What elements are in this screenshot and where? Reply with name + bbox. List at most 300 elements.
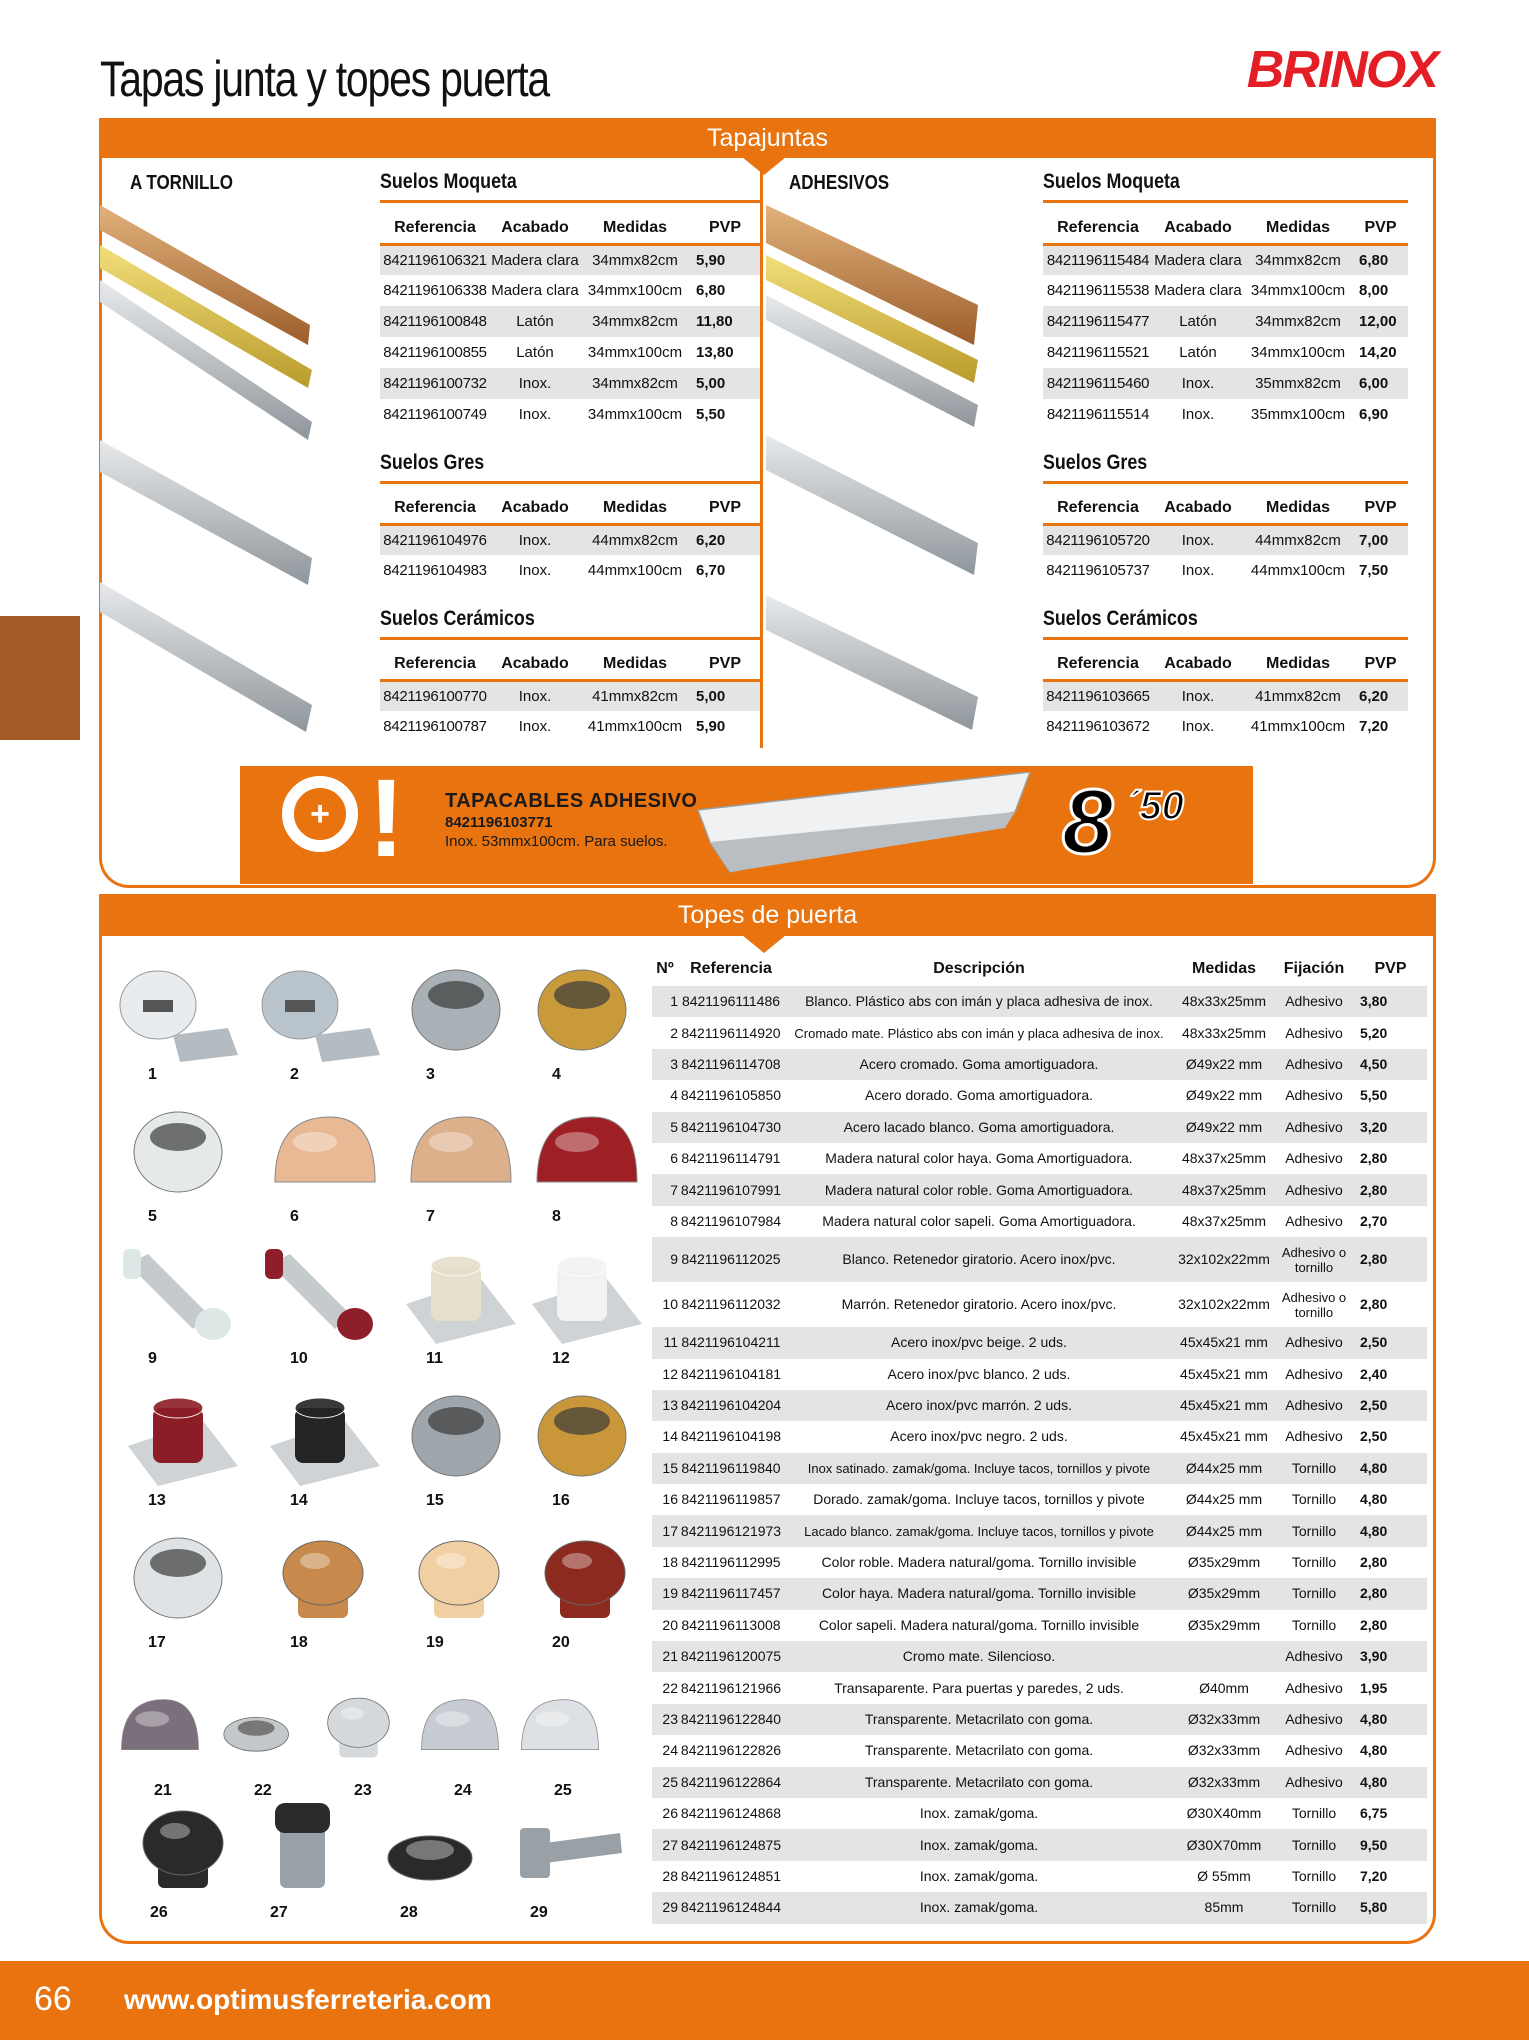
cell-medidas: 48x37x25mm [1174, 1174, 1274, 1205]
door-stop-drawing [260, 1528, 390, 1633]
table-row [652, 1080, 1427, 1111]
door-stop-image [118, 1244, 248, 1374]
cell-pvp: 5,20 [1360, 1024, 1388, 1041]
cell-referencia: 8421196103665 [1043, 680, 1153, 711]
cell-fijacion: Adhesivo o tornillo [1274, 1237, 1354, 1282]
table-row [652, 1829, 1427, 1860]
cell-medidas: 34mmx82cm [580, 368, 690, 399]
cell-fijacion: Adhesivo [1285, 1679, 1343, 1696]
cell-referencia: 8421196114708 [678, 1049, 784, 1080]
door-stop-drawing [522, 1386, 652, 1491]
table-row [652, 986, 1427, 1017]
col-medidas: Medidas [580, 214, 690, 244]
cell-pvp: 6,00 [1353, 368, 1408, 399]
col-referencia: Referencia [690, 960, 772, 977]
cell-medidas: 41mmx100cm [1250, 718, 1346, 735]
cell-pvp: 6,75 [1360, 1805, 1388, 1822]
promo-desc: Inox. 53mmx100cm. Para suelos. [445, 833, 668, 850]
table-row [1043, 368, 1408, 399]
col-descripcion: Descripción [933, 960, 1025, 977]
cell-pvp: 12,00 [1353, 306, 1408, 337]
col-pvp: PVP [690, 494, 760, 524]
col-pvp: PVP [1353, 494, 1408, 524]
table-row [652, 1421, 1427, 1452]
section-tab [0, 616, 80, 740]
divider-left [760, 158, 763, 748]
col-acabado: Acabado [1153, 650, 1243, 680]
adhesivos-ceramicos-title: Suelos Cerámicos [1043, 607, 1198, 630]
cell-numero: 12 [662, 1365, 678, 1382]
table-row [1043, 680, 1408, 711]
cell-numero: 8 [670, 1212, 678, 1229]
cell-medidas: 85mm [1174, 1892, 1274, 1923]
col-acabado: Acabado [1153, 214, 1243, 244]
cell-pvp: 2,50 [1354, 1327, 1427, 1358]
cell-pvp: 3,90 [1354, 1641, 1427, 1672]
cell-pvp: 4,80 [1354, 1767, 1427, 1798]
product-number: 26 [150, 1904, 168, 1921]
cell-medidas: 32x102x22mm [1174, 1237, 1274, 1282]
cell-pvp: 4,80 [1360, 1742, 1388, 1759]
cell-referencia: 8421196114920 [681, 1024, 781, 1041]
col-referencia: Referencia [380, 494, 490, 524]
cell-acabado: Inox. [1153, 680, 1243, 711]
table-row [652, 1704, 1427, 1735]
cell-acabado: Madera clara [1154, 282, 1242, 299]
cell-acabado: Latón [1179, 344, 1217, 361]
table-row [652, 1798, 1427, 1829]
cell-pvp: 4,80 [1354, 1704, 1427, 1735]
cell-numero: 9 [652, 1237, 678, 1282]
cell-pvp: 2,80 [1354, 1174, 1427, 1205]
table-row [652, 1515, 1427, 1546]
table-row [652, 1672, 1427, 1703]
subtitle-underline [1043, 200, 1408, 203]
cell-pvp: 2,50 [1354, 1390, 1427, 1421]
product-number: 22 [254, 1782, 272, 1799]
cell-numero: 27 [652, 1829, 678, 1860]
table-row [652, 1767, 1427, 1798]
cell-referencia: 8421196119840 [678, 1453, 784, 1484]
cell-medidas: 35mmx100cm [1250, 406, 1346, 423]
cell-fijacion: Adhesivo o tornillo [1281, 1289, 1347, 1320]
promo-price-main: 8 [1062, 771, 1114, 873]
door-stop-drawing [260, 1386, 390, 1491]
cell-fijacion: Tornillo [1291, 1616, 1337, 1633]
cell-pvp: 4,80 [1354, 1515, 1427, 1546]
cell-referencia: 8421196124875 [678, 1829, 784, 1860]
cell-referencia: 8421196122826 [680, 1742, 782, 1759]
cell-referencia: 8421196100732 [380, 368, 490, 399]
product-number: 8 [552, 1208, 561, 1225]
cell-descripcion: Transaparente. Para puertas y paredes, 2 uds. [834, 1679, 1124, 1696]
cell-medidas: 34mmx100cm [587, 406, 683, 423]
door-stop-image [260, 960, 390, 1090]
table-row [380, 275, 760, 306]
cell-referencia: 8421196112025 [678, 1237, 784, 1282]
cell-referencia: 8421196115514 [1046, 406, 1150, 423]
cell-referencia: 8421196115538 [1046, 282, 1150, 299]
cell-medidas: Ø49x22 mm [1174, 1112, 1274, 1143]
cell-pvp: 7,50 [1359, 562, 1389, 579]
cell-acabado: Inox. [490, 368, 580, 399]
cell-medidas: 48x37x25mm [1181, 1150, 1267, 1167]
col-pvp: PVP [690, 214, 760, 244]
tornillo-gres-table [380, 494, 760, 586]
table-row [652, 1735, 1427, 1766]
cell-referencia: 8421196105737 [1046, 562, 1150, 579]
cell-descripcion: Inox. zamak/goma. [919, 1867, 1039, 1884]
cell-pvp: 3,80 [1354, 986, 1427, 1017]
cell-fijacion: Adhesivo [1285, 1087, 1343, 1104]
col-referencia: Referencia [1043, 494, 1153, 524]
cell-numero: 1 [652, 986, 678, 1017]
door-stop-drawing [310, 1676, 410, 1781]
col-referencia: Referencia [380, 214, 490, 244]
table-row [652, 1578, 1427, 1609]
cell-numero: 4 [670, 1087, 678, 1104]
cell-numero: 25 [652, 1767, 678, 1798]
door-stop-image [522, 1244, 652, 1374]
door-stop-image [396, 1102, 526, 1232]
cell-referencia: 8421196100770 [380, 680, 490, 711]
cell-referencia: 8421196107984 [680, 1212, 782, 1229]
table-row [652, 1610, 1427, 1641]
cell-numero: 3 [652, 1049, 678, 1080]
col-pvp: PVP [1353, 650, 1408, 680]
tapajuntas-title: Tapajuntas [707, 124, 828, 152]
door-stop-image [260, 1528, 390, 1658]
cell-medidas: Ø35x29mm [1187, 1616, 1261, 1633]
door-stop-image [118, 1386, 248, 1516]
cell-fijacion: Tornillo [1291, 1805, 1337, 1822]
door-stop-drawing [260, 1102, 390, 1207]
cell-numero: 24 [662, 1742, 678, 1759]
promo-ref: 8421196103771 [445, 814, 553, 831]
cell-fijacion: Adhesivo [1285, 1150, 1343, 1167]
cell-pvp: 2,80 [1360, 1616, 1388, 1633]
cell-numero: 5 [652, 1112, 678, 1143]
tornillo-profiles-image [100, 200, 315, 745]
table-row [1043, 524, 1408, 555]
product-number: 12 [552, 1350, 570, 1367]
cell-descripcion: Acero inox/pvc beige. 2 uds. [784, 1327, 1174, 1358]
cell-descripcion: Transparente. Metacrilato con goma. [864, 1742, 1094, 1759]
cell-referencia: 8421196112995 [681, 1554, 781, 1571]
cell-medidas: Ø32x33mm [1174, 1767, 1274, 1798]
cell-referencia: 8421196103672 [1046, 718, 1150, 735]
cell-medidas: 34mmx82cm [1243, 244, 1353, 275]
cell-medidas: 44mmx100cm [587, 562, 683, 579]
cell-fijacion: Adhesivo [1274, 1390, 1354, 1421]
col-fijacion: Fijación [1283, 960, 1345, 977]
table-row [380, 555, 760, 586]
door-stop-image [522, 1102, 652, 1232]
cell-numero: 22 [662, 1679, 678, 1696]
cell-medidas: 41mmx82cm [1243, 680, 1353, 711]
door-stop-image [396, 960, 526, 1090]
door-stop-image [210, 1676, 310, 1806]
col-pvp: PVP [1374, 960, 1407, 977]
product-number: 6 [290, 1208, 299, 1225]
cell-descripcion: Madera natural color haya. Goma Amortiguadora. [825, 1150, 1133, 1167]
table-row [380, 680, 760, 711]
cell-pvp: 5,90 [696, 718, 726, 735]
cell-numero: 7 [652, 1174, 678, 1205]
product-number: 18 [290, 1634, 308, 1651]
cell-acabado: Inox. [1181, 406, 1215, 423]
cell-descripcion: Blanco. Plástico abs con imán y placa adhesiva de inox. [784, 986, 1174, 1017]
cell-acabado: Inox. [1181, 718, 1215, 735]
cell-descripcion: Dorado. zamak/goma. Incluye tacos, tornillos y pivote [813, 1491, 1145, 1508]
subtitle-underline [1043, 637, 1408, 640]
door-stop-image [396, 1528, 526, 1658]
door-stop-drawing [118, 1244, 248, 1349]
cell-numero: 10 [662, 1296, 678, 1313]
door-stop-image [396, 1244, 526, 1374]
cell-referencia: 8421196106338 [383, 282, 487, 299]
cell-medidas: 34mmx82cm [1243, 306, 1353, 337]
table-row [652, 1112, 1427, 1143]
cell-medidas: 34mmx82cm [580, 244, 690, 275]
cell-referencia: 8421196104730 [678, 1112, 784, 1143]
cell-referencia: 8421196121966 [680, 1679, 782, 1696]
cell-descripcion: Acero lacado blanco. Goma amortiguadora. [784, 1112, 1174, 1143]
table-row [652, 1282, 1427, 1327]
cell-pvp: 6,20 [1353, 680, 1408, 711]
cell-acabado: Latón [516, 344, 554, 361]
product-number: 21 [154, 1782, 172, 1799]
product-number: 2 [290, 1066, 299, 1083]
cell-referencia: 8421196100855 [383, 344, 487, 361]
cell-descripcion: Transparente. Metacrilato con goma. [784, 1767, 1174, 1798]
door-stop-drawing [522, 1102, 652, 1207]
cell-descripcion: Color haya. Madera natural/goma. Tornillo invisible [784, 1578, 1174, 1609]
cell-numero: 15 [652, 1453, 678, 1484]
tapacables-image [690, 772, 1035, 882]
door-stop-image [260, 1244, 390, 1374]
table-row [380, 368, 760, 399]
cell-descripcion: Acero cromado. Goma amortiguadora. [784, 1049, 1174, 1080]
adhesivos-gres-table [1043, 494, 1408, 586]
cell-pvp: 6,80 [1353, 244, 1408, 275]
product-number: 16 [552, 1492, 570, 1509]
col-acabado: Acabado [1153, 494, 1243, 524]
cell-fijacion: Tornillo [1291, 1554, 1337, 1571]
cell-descripcion: Inox. zamak/goma. [919, 1805, 1039, 1822]
cell-descripcion: Color roble. Madera natural/goma. Tornillo invisible [821, 1554, 1137, 1571]
cell-fijacion: Adhesivo [1285, 1365, 1343, 1382]
table-row [652, 1359, 1427, 1390]
tornillo-moqueta-title: Suelos Moqueta [380, 170, 517, 193]
cell-acabado: Inox. [490, 524, 580, 555]
cell-referencia: 8421196111486 [678, 986, 784, 1017]
cell-referencia: 8421196100787 [383, 718, 487, 735]
table-row [652, 1861, 1427, 1892]
cell-referencia: 8421196114791 [681, 1150, 781, 1167]
table-row [652, 1143, 1427, 1174]
cell-medidas: 45x45x21 mm [1180, 1428, 1268, 1445]
cell-medidas: Ø 55mm [1197, 1867, 1251, 1884]
cell-descripcion: Color sapeli. Madera natural/goma. Tornillo invisible [818, 1616, 1140, 1633]
col-acabado: Acabado [490, 494, 580, 524]
door-stop-drawing [500, 1798, 630, 1903]
cell-fijacion: Adhesivo [1285, 1212, 1343, 1229]
door-stop-drawing [118, 1102, 248, 1207]
cell-referencia: 8421196105720 [1043, 524, 1153, 555]
cell-fijacion: Adhesivo [1285, 1024, 1343, 1041]
cell-medidas: 41mmx100cm [587, 718, 683, 735]
cell-referencia: 8421196104976 [380, 524, 490, 555]
product-number: 11 [426, 1350, 443, 1367]
cell-medidas: 34mmx100cm [1250, 344, 1346, 361]
cell-medidas: Ø49x22 mm [1185, 1087, 1263, 1104]
cell-fijacion: Adhesivo [1285, 1428, 1343, 1445]
cell-fijacion: Tornillo [1274, 1453, 1354, 1484]
cell-descripcion: Cromo mate. Silencioso. [784, 1641, 1174, 1672]
product-number: 24 [454, 1782, 472, 1799]
cell-descripcion: Madera natural color sapeli. Goma Amortiguadora. [822, 1212, 1136, 1229]
table-row [652, 1174, 1427, 1205]
product-number: 23 [354, 1782, 372, 1799]
cell-referencia: 8421196117457 [678, 1578, 784, 1609]
cell-pvp: 6,20 [690, 524, 760, 555]
cell-descripcion: Inox satinado. zamak/goma. Incluye tacos, tornillos y pivote [784, 1453, 1174, 1484]
subtitle-underline [380, 200, 760, 203]
subtitle-underline [380, 481, 760, 484]
cell-medidas: 44mmx100cm [1250, 562, 1346, 579]
tornillo-label: A TORNILLO [130, 172, 233, 194]
product-number: 27 [270, 1904, 288, 1921]
cell-descripcion: Madera natural color roble. Goma Amortiguadora. [784, 1174, 1174, 1205]
website-link[interactable]: www.optimusferreteria.com [124, 1984, 492, 2015]
product-number: 3 [426, 1066, 435, 1083]
table-row [652, 1641, 1427, 1672]
table-row [1043, 555, 1408, 586]
adhesivos-label: ADHESIVOS [789, 172, 890, 194]
cell-medidas: 45x45x21 mm [1180, 1365, 1268, 1382]
col-pvp: PVP [1353, 214, 1408, 244]
cell-numero: 17 [652, 1515, 678, 1546]
product-number: 17 [148, 1634, 166, 1651]
col-medidas: Medidas [580, 650, 690, 680]
cell-referencia: 8421196119857 [681, 1491, 781, 1508]
table-row [652, 1484, 1427, 1515]
door-stop-image [370, 1798, 500, 1928]
door-stop-drawing [118, 1528, 248, 1633]
subtitle-underline [1043, 481, 1408, 484]
cell-referencia: 8421196112032 [681, 1296, 781, 1313]
cell-referencia: 8421196105850 [680, 1087, 782, 1104]
cell-descripcion: Marrón. Retenedor giratorio. Acero inox/pvc. [841, 1296, 1117, 1313]
table-row [380, 711, 760, 742]
cell-medidas: 34mmx100cm [1250, 282, 1346, 299]
col-referencia: Referencia [1043, 650, 1153, 680]
door-stop-image [240, 1798, 370, 1928]
cell-fijacion: Adhesivo [1274, 1767, 1354, 1798]
cell-referencia: 8421196107991 [678, 1174, 784, 1205]
door-stop-image [396, 1386, 526, 1516]
door-stop-image [522, 960, 652, 1090]
cell-pvp: 11,80 [690, 306, 760, 337]
product-number: 13 [148, 1492, 166, 1509]
col-acabado: Acabado [490, 214, 580, 244]
door-stop-image [410, 1676, 510, 1806]
adhesivos-ceramicos-table [1043, 650, 1408, 742]
door-stop-drawing [396, 1528, 526, 1633]
cell-descripcion: Lacado blanco. zamak/goma. Incluye tacos, tornillos y pivote [784, 1515, 1174, 1546]
cell-fijacion: Adhesivo [1285, 1742, 1343, 1759]
cell-referencia: 8421196104198 [680, 1428, 782, 1445]
cell-referencia: 8421196104181 [680, 1365, 782, 1382]
brand-logo: BRINOX [1246, 41, 1437, 99]
cell-fijacion: Adhesivo [1274, 1327, 1354, 1358]
col-numero: Nº [656, 960, 674, 977]
col-medidas: Medidas [1243, 650, 1353, 680]
cell-referencia: 8421196113008 [681, 1616, 781, 1633]
door-stop-drawing [118, 960, 248, 1065]
cell-medidas: Ø32x33mm [1174, 1704, 1274, 1735]
col-medidas: Medidas [1243, 214, 1353, 244]
door-stop-drawing [118, 1386, 248, 1491]
cell-pvp: 2,70 [1360, 1212, 1388, 1229]
cell-pvp: 7,20 [1359, 718, 1389, 735]
product-number: 4 [552, 1066, 561, 1083]
adhesivos-moqueta-title: Suelos Moqueta [1043, 170, 1180, 193]
cell-medidas: Ø35x29mm [1187, 1554, 1261, 1571]
door-stop-image [120, 1798, 250, 1928]
product-number: 7 [426, 1208, 435, 1225]
tornillo-moqueta-table [380, 214, 760, 430]
table-row [380, 244, 760, 275]
col-acabado: Acabado [490, 650, 580, 680]
table-row [652, 1017, 1427, 1048]
cell-numero: 13 [652, 1390, 678, 1421]
page-number: 66 [34, 1980, 72, 2018]
cell-medidas: 48x37x25mm [1181, 1212, 1267, 1229]
door-stop-drawing [396, 1386, 526, 1491]
cell-pvp: 4,80 [1354, 1453, 1427, 1484]
cell-numero: 19 [652, 1578, 678, 1609]
cell-referencia: 8421196124868 [680, 1805, 782, 1822]
cell-numero: 2 [670, 1024, 678, 1041]
cell-acabado: Latón [1153, 306, 1243, 337]
cell-numero: 28 [662, 1867, 678, 1884]
tapajuntas-band [99, 118, 1436, 158]
cell-referencia: 8421196115521 [1046, 344, 1150, 361]
product-grid [110, 960, 650, 1920]
door-stop-drawing [510, 1676, 610, 1781]
product-number: 29 [530, 1904, 548, 1921]
cell-referencia: 8421196124851 [680, 1867, 782, 1884]
door-stop-image [260, 1102, 390, 1232]
cell-medidas: 34mmx82cm [580, 306, 690, 337]
plus-icon: + [310, 795, 330, 833]
cell-medidas: 35mmx82cm [1243, 368, 1353, 399]
table-row [652, 1049, 1427, 1080]
cell-pvp: 5,50 [1360, 1087, 1388, 1104]
table-row [652, 1237, 1427, 1282]
product-number: 14 [290, 1492, 308, 1509]
cell-pvp: 5,90 [690, 244, 760, 275]
door-stop-drawing [260, 1244, 390, 1349]
adhesivos-profiles-image [766, 205, 981, 735]
cell-referencia: 8421196124844 [678, 1892, 784, 1923]
product-number: 1 [148, 1066, 157, 1083]
product-number: 10 [290, 1350, 308, 1367]
cell-pvp: 5,00 [690, 680, 760, 711]
table-row [652, 1892, 1427, 1923]
